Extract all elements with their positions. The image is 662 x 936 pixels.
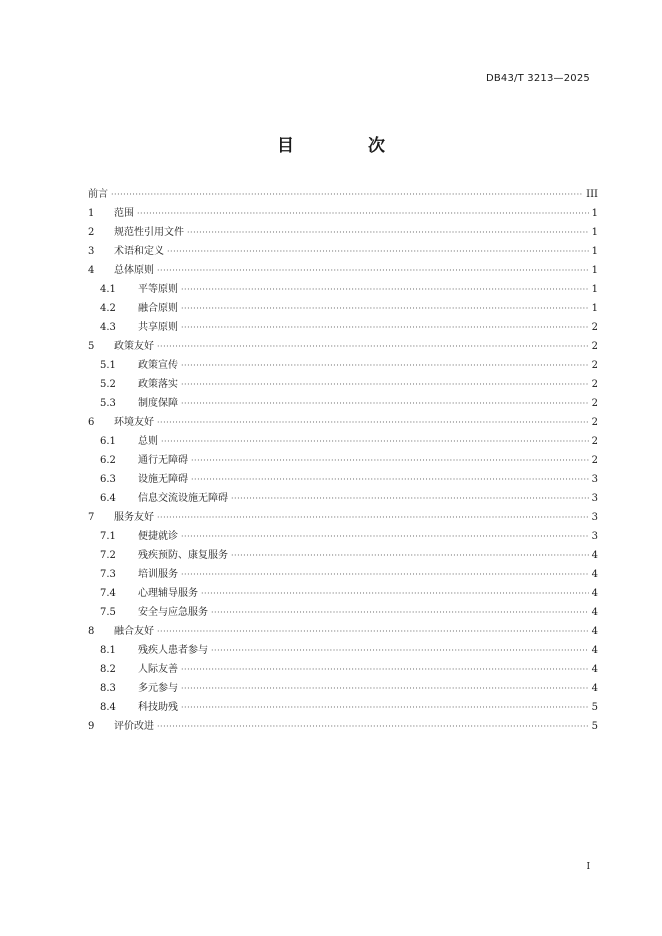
toc-dot-leader xyxy=(181,375,589,394)
toc-entry-number: 5.1 xyxy=(100,360,116,371)
toc-entry-label: 心理辅导服务 xyxy=(138,588,198,599)
toc-dot-leader xyxy=(187,223,589,242)
toc-entry-page: 3 xyxy=(591,531,598,542)
toc-entry-page: 1 xyxy=(591,265,598,276)
toc-entry[interactable] xyxy=(88,584,598,603)
toc-entry[interactable] xyxy=(88,337,598,356)
toc-entry-label: 科技助残 xyxy=(138,702,178,713)
toc-entry[interactable] xyxy=(88,603,598,622)
toc-entry-number: 6.4 xyxy=(100,493,116,504)
toc-entry-label: 残疾预防、康复服务 xyxy=(138,550,228,561)
toc-entry-page: 4 xyxy=(591,588,598,599)
toc-dot-leader xyxy=(211,603,589,622)
toc-entry-label: 政策宣传 xyxy=(138,360,178,371)
toc-dot-leader xyxy=(157,717,589,736)
toc-entry-page: 3 xyxy=(591,512,598,523)
toc-dot-leader xyxy=(181,660,589,679)
toc-entry[interactable] xyxy=(88,185,598,204)
toc-entry-number: 9 xyxy=(88,721,95,732)
toc-entry-number: 8.4 xyxy=(100,702,116,713)
toc-entry-page: 1 xyxy=(591,227,598,238)
toc-entry[interactable] xyxy=(88,508,598,527)
toc-dot-leader xyxy=(181,280,589,299)
toc-entry[interactable] xyxy=(88,660,598,679)
toc-dot-leader xyxy=(181,698,589,717)
toc-entry-number: 6 xyxy=(88,417,95,428)
toc-entry-page: 2 xyxy=(591,341,598,352)
toc-entry[interactable] xyxy=(88,356,598,375)
toc-entry[interactable] xyxy=(88,204,598,223)
toc-entry-label: 评价改进 xyxy=(114,721,154,732)
toc-entry-number: 7.2 xyxy=(100,550,116,561)
toc-dot-leader xyxy=(181,565,589,584)
toc-entry-page: 4 xyxy=(591,683,598,694)
toc-entry-label: 人际友善 xyxy=(138,664,178,675)
toc-entry[interactable] xyxy=(88,622,598,641)
toc-entry-label: 多元参与 xyxy=(138,683,178,694)
toc-entry-label: 规范性引用文件 xyxy=(114,227,184,238)
toc-entry-label: 信息交流设施无障碍 xyxy=(138,493,228,504)
toc-dot-leader xyxy=(211,641,589,660)
toc-entry-number: 5.2 xyxy=(100,379,116,390)
toc-entry-number: 1 xyxy=(88,208,95,219)
toc-entry[interactable] xyxy=(88,717,598,736)
toc-entry[interactable] xyxy=(88,451,598,470)
toc-entry-page: 2 xyxy=(591,379,598,390)
toc-entry-number: 3 xyxy=(88,246,95,257)
toc-dot-leader xyxy=(181,299,589,318)
toc-entry[interactable] xyxy=(88,641,598,660)
toc-dot-leader xyxy=(111,185,583,204)
toc-dot-leader xyxy=(191,470,589,489)
toc-entry-label: 政策落实 xyxy=(138,379,178,390)
toc-dot-leader xyxy=(231,489,589,508)
toc-entry[interactable] xyxy=(88,280,598,299)
toc-entry-page: 3 xyxy=(591,474,598,485)
toc-entry-page: 2 xyxy=(591,360,598,371)
document-code: DB43/T 3213—2025 xyxy=(485,73,590,84)
toc-entry-page: 3 xyxy=(591,493,598,504)
toc-entry-number: 7 xyxy=(88,512,95,523)
toc-entry-page: 2 xyxy=(591,436,598,447)
toc-entry-number: 6.1 xyxy=(100,436,116,447)
toc-entry-number: 4 xyxy=(88,265,95,276)
toc-entry-label: 残疾人患者参与 xyxy=(138,645,208,656)
toc-entry-page: 1 xyxy=(591,246,598,257)
toc-entry-page: 4 xyxy=(591,645,598,656)
toc-entry-number: 7.4 xyxy=(100,588,116,599)
toc-entry-page: 1 xyxy=(591,284,598,295)
toc-entry-number: 7.5 xyxy=(100,607,116,618)
toc-entry-number: 4.3 xyxy=(100,322,116,333)
toc-entry-page: 4 xyxy=(591,569,598,580)
page-number: I xyxy=(586,862,590,872)
toc-dot-leader xyxy=(167,242,589,261)
toc-entry-page: III xyxy=(586,189,598,200)
toc-entry-page: 2 xyxy=(591,417,598,428)
toc-entry[interactable] xyxy=(88,527,598,546)
toc-entry[interactable] xyxy=(88,394,598,413)
toc-entry-page: 5 xyxy=(591,721,598,732)
toc-entry-label: 环境友好 xyxy=(114,417,154,428)
toc-entry-page: 4 xyxy=(591,607,598,618)
toc-dot-leader xyxy=(191,451,589,470)
toc-dot-leader xyxy=(181,394,589,413)
toc-entry-label: 平等原则 xyxy=(138,284,178,295)
toc-entry[interactable] xyxy=(88,432,598,451)
toc-entry-label: 共享原则 xyxy=(138,322,178,333)
toc-title: 目 次 xyxy=(277,136,419,156)
toc-entry-number: 7.3 xyxy=(100,569,116,580)
toc-dot-leader xyxy=(157,337,589,356)
toc-entry-page: 2 xyxy=(591,398,598,409)
toc-entry-label: 政策友好 xyxy=(114,341,154,352)
toc-entry-label: 服务友好 xyxy=(114,512,154,523)
toc-entry[interactable] xyxy=(88,565,598,584)
toc-dot-leader xyxy=(181,318,589,337)
toc-entry-label: 制度保障 xyxy=(138,398,178,409)
toc-entry-number: 2 xyxy=(88,227,95,238)
toc-entry-label: 术语和定义 xyxy=(114,246,164,257)
toc-entry-label: 总则 xyxy=(138,436,158,447)
toc-entry-number: 8.2 xyxy=(100,664,116,675)
toc-entry-label: 范围 xyxy=(114,208,134,219)
toc-entry-page: 2 xyxy=(591,322,598,333)
toc-entry-label: 总体原则 xyxy=(114,265,154,276)
toc-entry-label: 融合原则 xyxy=(138,303,178,314)
toc-entry-label: 设施无障碍 xyxy=(138,474,188,485)
toc-entry-page: 1 xyxy=(591,208,598,219)
toc-entry-label: 前言 xyxy=(88,189,108,200)
toc-entry-number: 8.3 xyxy=(100,683,116,694)
toc-entry[interactable] xyxy=(88,223,598,242)
toc-dot-leader xyxy=(201,584,589,603)
toc-entry[interactable] xyxy=(88,546,598,565)
toc-entry-number: 6.3 xyxy=(100,474,116,485)
toc-entry-label: 通行无障碍 xyxy=(138,455,188,466)
toc-dot-leader xyxy=(181,679,589,698)
toc-dot-leader xyxy=(231,546,589,565)
toc-entry-number: 4.1 xyxy=(100,284,116,295)
toc-entry-number: 5 xyxy=(88,341,95,352)
toc-entry[interactable] xyxy=(88,470,598,489)
toc-dot-leader xyxy=(181,356,589,375)
toc-entry[interactable] xyxy=(88,375,598,394)
toc-entry-number: 7.1 xyxy=(100,531,116,542)
toc-dot-leader xyxy=(137,204,589,223)
toc-entry-number: 8.1 xyxy=(100,645,116,656)
toc-entry-page: 2 xyxy=(591,455,598,466)
toc-dot-leader xyxy=(157,261,589,280)
table-of-contents xyxy=(88,185,598,736)
toc-dot-leader xyxy=(181,527,589,546)
toc-dot-leader xyxy=(157,508,589,527)
toc-entry-number: 6.2 xyxy=(100,455,116,466)
toc-entry-page: 4 xyxy=(591,550,598,561)
toc-entry-page: 4 xyxy=(591,626,598,637)
toc-entry[interactable] xyxy=(88,242,598,261)
toc-entry-label: 便捷就诊 xyxy=(138,531,178,542)
toc-dot-leader xyxy=(157,622,589,641)
toc-entry[interactable] xyxy=(88,698,598,717)
toc-entry[interactable] xyxy=(88,489,598,508)
toc-dot-leader xyxy=(161,432,589,451)
toc-entry[interactable] xyxy=(88,679,598,698)
toc-entry[interactable] xyxy=(88,318,598,337)
toc-entry[interactable] xyxy=(88,413,598,432)
toc-entry-number: 5.3 xyxy=(100,398,116,409)
toc-entry-label: 培训服务 xyxy=(138,569,178,580)
toc-entry-number: 4.2 xyxy=(100,303,116,314)
toc-entry[interactable] xyxy=(88,299,598,318)
toc-entry-label: 融合友好 xyxy=(114,626,154,637)
toc-entry-label: 安全与应急服务 xyxy=(138,607,208,618)
toc-entry[interactable] xyxy=(88,261,598,280)
toc-dot-leader xyxy=(157,413,589,432)
toc-entry-page: 4 xyxy=(591,664,598,675)
toc-entry-page: 5 xyxy=(591,702,598,713)
toc-entry-page: 1 xyxy=(591,303,598,314)
toc-entry-number: 8 xyxy=(88,626,95,637)
